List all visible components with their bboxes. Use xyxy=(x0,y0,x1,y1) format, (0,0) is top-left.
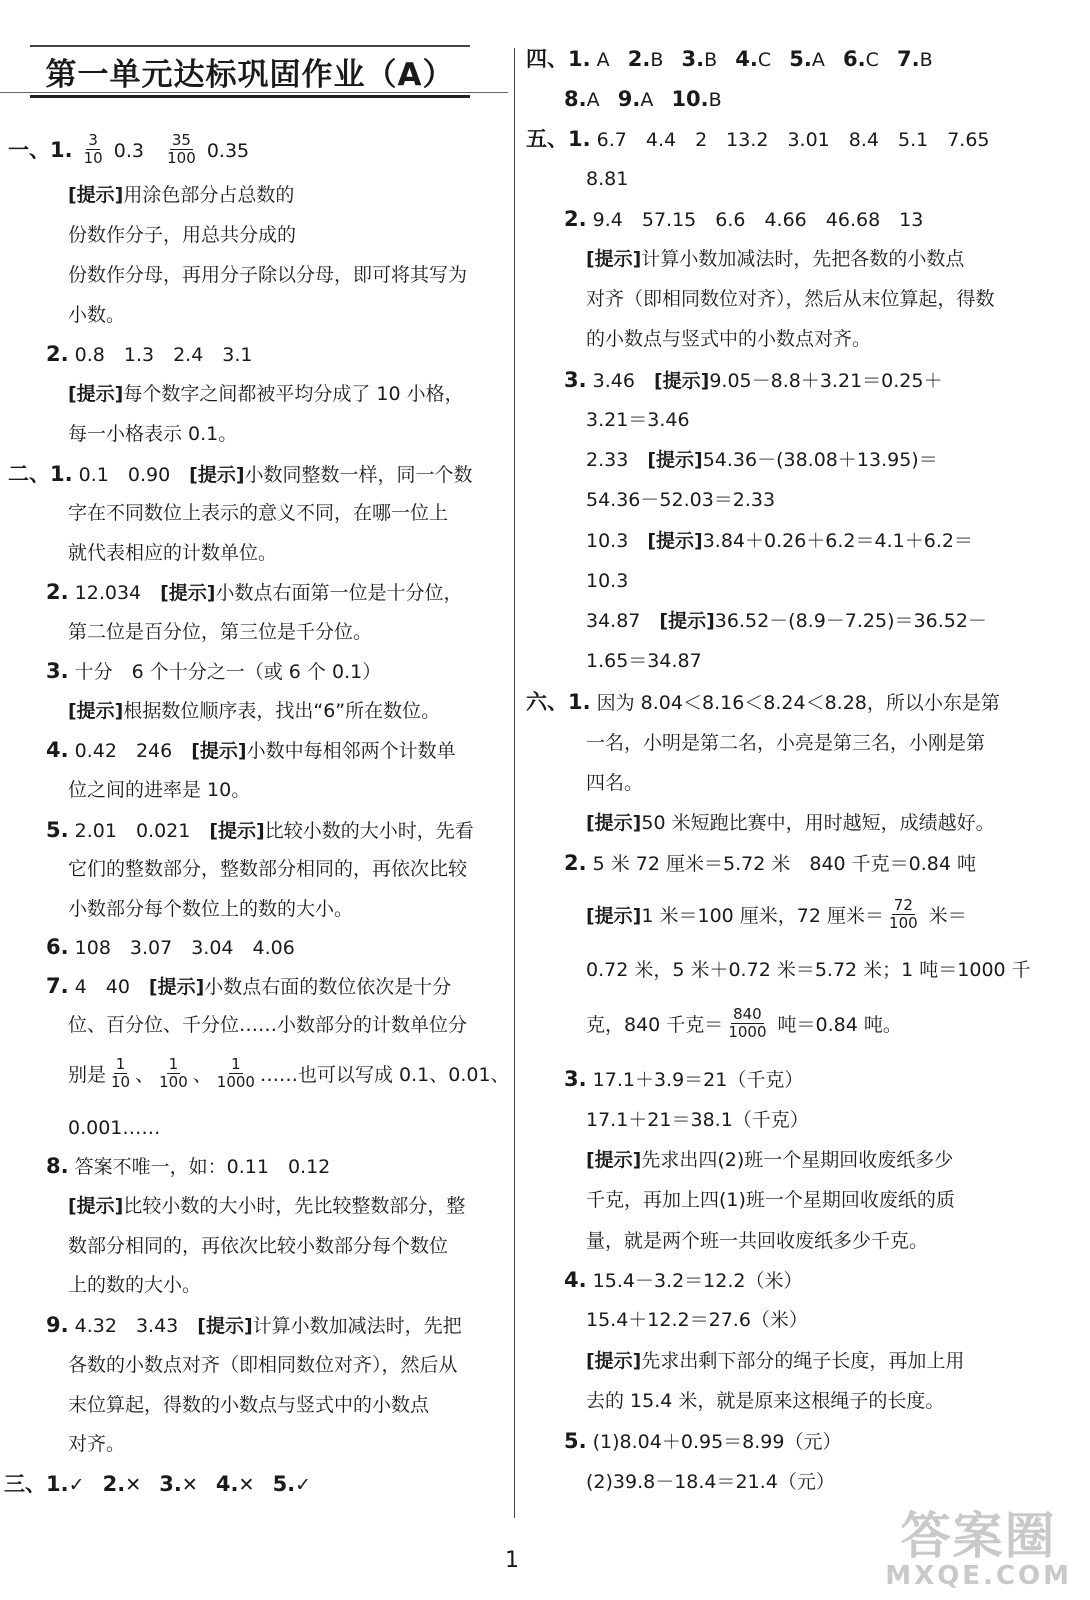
answer-5-2: 2. 9.4 57.15 6.6 4.66 46.68 13 xyxy=(564,207,924,231)
answer-2-2: 2. 12.034 [提示]小数点右面第一位是十分位， xyxy=(46,580,463,604)
fraction: $\frac{1}{10}$ xyxy=(111,1055,131,1091)
column-divider xyxy=(514,48,515,1518)
hint-line: [提示]计算小数加减法时，先把各数的小数点 xyxy=(586,248,965,270)
text-line: 小数。 xyxy=(68,304,126,326)
answer-2-7: 7. 4 40 [提示]小数点右面的数位依次是十分 xyxy=(46,974,452,998)
text-line: 15.4＋12.2＝27.6（米） xyxy=(586,1309,808,1331)
answer-3: 三、1.✓ 2.✕ 3.✕ 4.✕ 5.✓ xyxy=(4,1472,312,1496)
answer-6-1: 六、1. 因为 8.04＜8.16＜8.24＜8.28，所以小东是第 xyxy=(526,690,1000,714)
answer-line: 2.33 [提示]54.36－(38.08＋13.95)＝ xyxy=(586,449,938,471)
text-line: 0.72 米，5 米＋0.72 米＝5.72 米；1 吨＝1000 千 xyxy=(586,959,1031,981)
text-line: 各数的小数点对齐（即相同数位对齐），然后从 xyxy=(68,1354,458,1376)
answer-4-1: 四、1. A 2.B 3.B 4.C 5.A 6.C 7.B xyxy=(526,47,933,71)
answer-5-1: 五、1. 6.7 4.4 2 13.2 3.01 8.4 5.1 7.65 xyxy=(526,127,990,151)
answer-1-1: 一、1. $\frac{3}{10}$ 0.3 $\frac{35}{100}$ 0.35 xyxy=(8,131,250,167)
answer-6-5: 5. (1)8.04＋0.95＝8.99（元） xyxy=(564,1429,842,1453)
answer-line: 34.87 [提示]36.52－(8.9－7.25)＝36.52－ xyxy=(586,610,987,632)
text-line-fractions: 别是 $\frac{1}{10}$ 、 $\frac{1}{100}$ 、 $\frac{1}{1000}$ ……也可以写成 0.1、0.01、 xyxy=(68,1055,510,1091)
text-line: 1.65＝34.87 xyxy=(586,650,702,672)
answer-2-1: 二、1. 0.1 0.90 [提示]小数同整数一样，同一个数 xyxy=(8,462,473,486)
text-line: 就代表相应的计数单位。 xyxy=(68,542,278,564)
answer-6-3: 3. 17.1＋3.9＝21（千克） xyxy=(564,1067,804,1091)
answer-4-2: 8.A 9.A 10.B xyxy=(564,87,722,111)
hint-line: [提示]用涂色部分占总数的 xyxy=(68,184,295,206)
hint-line: [提示]先求出剩下部分的绳子长度，再加上用 xyxy=(586,1350,965,1372)
fraction: $\frac{1}{100}$ xyxy=(159,1055,188,1091)
fraction: $\frac{840}{1000}$ xyxy=(728,1005,767,1041)
text-line: 10.3 xyxy=(586,570,629,592)
page-title: 第一单元达标巩固作业（A） xyxy=(30,45,470,98)
answer-2-4: 4. 0.42 246 [提示]小数中每相邻两个计数单 xyxy=(46,738,456,762)
hint-line: [提示]根据数位顺序表，找出“6”所在数位。 xyxy=(68,700,441,722)
fraction: $\frac{35}{100}$ xyxy=(167,131,196,167)
text-line: 一名，小明是第二名，小亮是第三名，小刚是第 xyxy=(586,732,986,754)
fraction: $\frac{1}{1000}$ xyxy=(216,1055,255,1091)
text-line: (2)39.8－18.4＝21.4（元） xyxy=(586,1471,835,1493)
text-line: 份数作分母，再用分子除以分母，即可将其写为 xyxy=(68,264,468,286)
hint-line: [提示]先求出四(2)班一个星期回收废纸多少 xyxy=(586,1149,954,1171)
hint-line-fraction: [提示]1 米＝100 厘米，72 厘米＝ $\frac{72}{100}$ 米＝ xyxy=(586,896,967,932)
fraction: $\frac{3}{10}$ xyxy=(83,131,103,167)
answer-2-5: 5. 2.01 0.021 [提示]比较小数的大小时，先看 xyxy=(46,818,474,842)
text-line: 对齐（即相同数位对齐），然后从末位算起，得数 xyxy=(586,288,995,310)
text-line: 上的数的大小。 xyxy=(68,1274,202,1296)
hint-line: [提示]50 米短跑比赛中，用时越短，成绩越好。 xyxy=(586,812,995,834)
answer-6-2: 2. 5 米 72 厘米＝5.72 米 840 千克＝0.84 吨 xyxy=(564,851,977,875)
text-line: 54.36－52.03＝2.33 xyxy=(586,489,776,511)
hint-line: [提示]比较小数的大小时，先比较整数部分，整 xyxy=(68,1195,466,1217)
answer-2-8: 8. 答案不唯一，如：0.11 0.12 xyxy=(46,1154,331,1178)
text-line: 去的 15.4 米，就是原来这根绳子的长度。 xyxy=(586,1390,945,1412)
answer-line: 10.3 [提示]3.84＋0.26＋6.2＝4.1＋6.2＝ xyxy=(586,530,973,552)
text-line: 位之间的进率是 10。 xyxy=(68,779,251,801)
answer-2-3: 3. 十分 6 个十分之一（或 6 个 0.1） xyxy=(46,659,382,683)
text-line: 对齐。 xyxy=(68,1433,126,1455)
text-line: 位、百分位、千分位……小数部分的计数单位分 xyxy=(68,1014,468,1036)
answer-1-2: 2. 0.8 1.3 2.4 3.1 xyxy=(46,342,253,366)
text-line: 8.81 xyxy=(586,168,629,190)
text-line: 末位算起，得数的小数点与竖式中的小数点 xyxy=(68,1394,430,1416)
text-line: 千克，再加上四(1)班一个星期回收废纸的质 xyxy=(586,1189,955,1211)
text-line: 第二位是百分位，第三位是千分位。 xyxy=(68,621,373,643)
text-line: 0.001…… xyxy=(68,1117,161,1139)
text-line: 份数作分子，用总共分成的 xyxy=(68,224,297,246)
hint-line: [提示]每个数字之间都被平均分成了 10 小格， xyxy=(68,383,464,405)
text-line: 四名。 xyxy=(586,772,644,794)
fraction: $\frac{72}{100}$ xyxy=(889,896,918,932)
answer-2-9: 9. 4.32 3.43 [提示]计算小数加减法时，先把 xyxy=(46,1313,462,1337)
answer-6-4: 4. 15.4－3.2＝12.2（米） xyxy=(564,1268,803,1292)
text-line: 字在不同数位上表示的意义不同，在哪一位上 xyxy=(68,502,449,524)
text-line: 数部分相同的，再依次比较小数部分每个数位 xyxy=(68,1235,449,1257)
text-line: 小数部分每个数位上的数的大小。 xyxy=(68,898,354,920)
page-number: 1 xyxy=(505,1548,519,1573)
watermark-logo: 答案圈 MXQE.COM xyxy=(885,1507,1072,1591)
text-line: 的小数点与竖式中的小数点对齐。 xyxy=(586,328,872,350)
text-line: 量，就是两个班一共回收废纸多少千克。 xyxy=(586,1230,929,1252)
text-line-fraction: 克，840 千克＝ $\frac{840}{1000}$ 吨＝0.84 吨。 xyxy=(586,1005,902,1041)
text-line: 每一小格表示 0.1。 xyxy=(68,423,238,445)
answer-2-6: 6. 108 3.07 3.04 4.06 xyxy=(46,935,295,959)
text-line: 17.1＋21＝38.1（千克） xyxy=(586,1109,809,1131)
text-line: 3.21＝3.46 xyxy=(586,409,690,431)
title-rule xyxy=(0,92,508,93)
answer-5-3: 3. 3.46 [提示]9.05－8.8＋3.21＝0.25＋ xyxy=(564,368,943,392)
text-line: 它们的整数部分，整数部分相同的，再依次比较 xyxy=(68,858,468,880)
